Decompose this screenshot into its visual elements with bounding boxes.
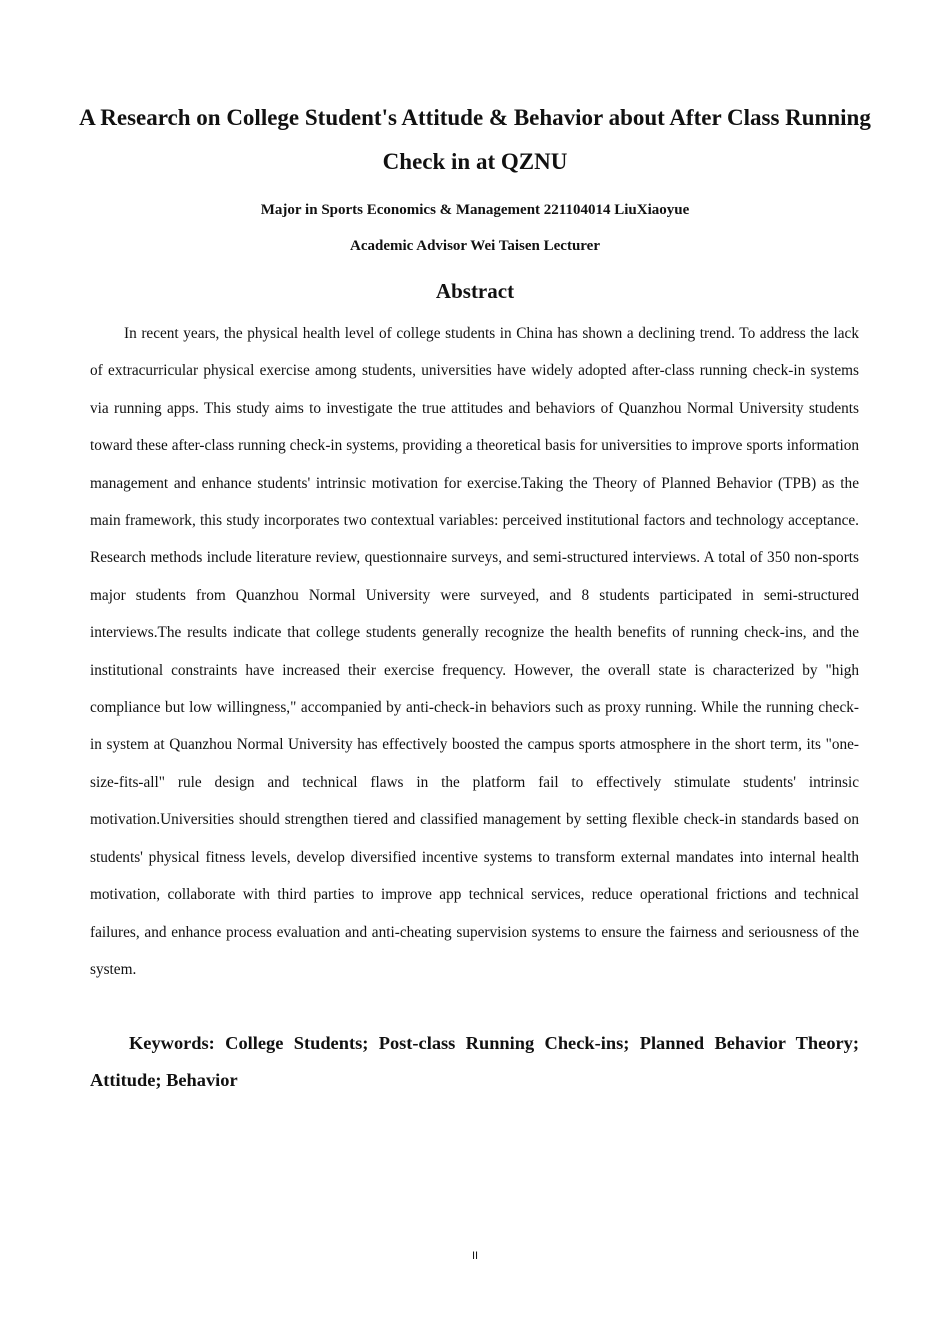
keywords: Keywords: College Students; Post-class Running Check-ins; Planned Behavior Theory; Attitude; Behavior [90, 1033, 859, 1091]
abstract-body: In recent years, the physical health level of college students in China has shown a declining trend. To address the lack of extracurricular physical exercise among students, universities have widely adopted after-class running check-in systems via running apps. This study aims to investigate the true attitudes and behaviors of Quanzhou Normal University students toward these after-class running check-in systems, providing a theoretical basis for universities to improve sports information management and enhance students' intrinsic motivation for exercise.Taking the Theory of Planned Behavior (TPB) as the main framework, this study incorporates two contextual variables: perceived institutional factors and technology acceptance. Research methods include literature review, questionnaire surveys, and semi-structured interviews. A total of 350 non-sports major students from Quanzhou Normal University were surveyed, and 8 students participated in semi-structured interviews.The results indicate that college students generally recognize the health benefits of running check-ins, and the institutional constraints have increased their exercise frequency. However, the overall state is characterized by "high compliance but low willingness," accompanied by anti-check-in behaviors such as proxy running. While the running check-in system at Quanzhou Normal University has effectively boosted the campus sports atmosphere in the short term, its "one-size-fits-all" rule design and technical flaws in the platform fail to effectively stimulate students' intrinsic motivation.Universities should strengthen tiered and classified management by setting flexible check-in standards based on students' physical fitness levels, develop diversified incentive systems to transform external mandates into internal health motivation, collaborate with third parties to improve app technical services, reduce operational frictions and technical failures, and enhance process evaluation and anti-cheating supervision systems to ensure the fairness and seriousness of the system. [90, 325, 859, 978]
author-line: Major in Sports Economics & Management 221104014 LiuXiaoyue [260, 202, 690, 218]
paper-title: A Research on College Student's Attitude & Behavior about After Class Running Check in at QZNU [79, 105, 871, 174]
advisor-line: Academic Advisor Wei Taisen Lecturer [350, 238, 600, 254]
abstract-heading: Abstract [435, 279, 515, 303]
page-number: II [471, 1250, 479, 1262]
